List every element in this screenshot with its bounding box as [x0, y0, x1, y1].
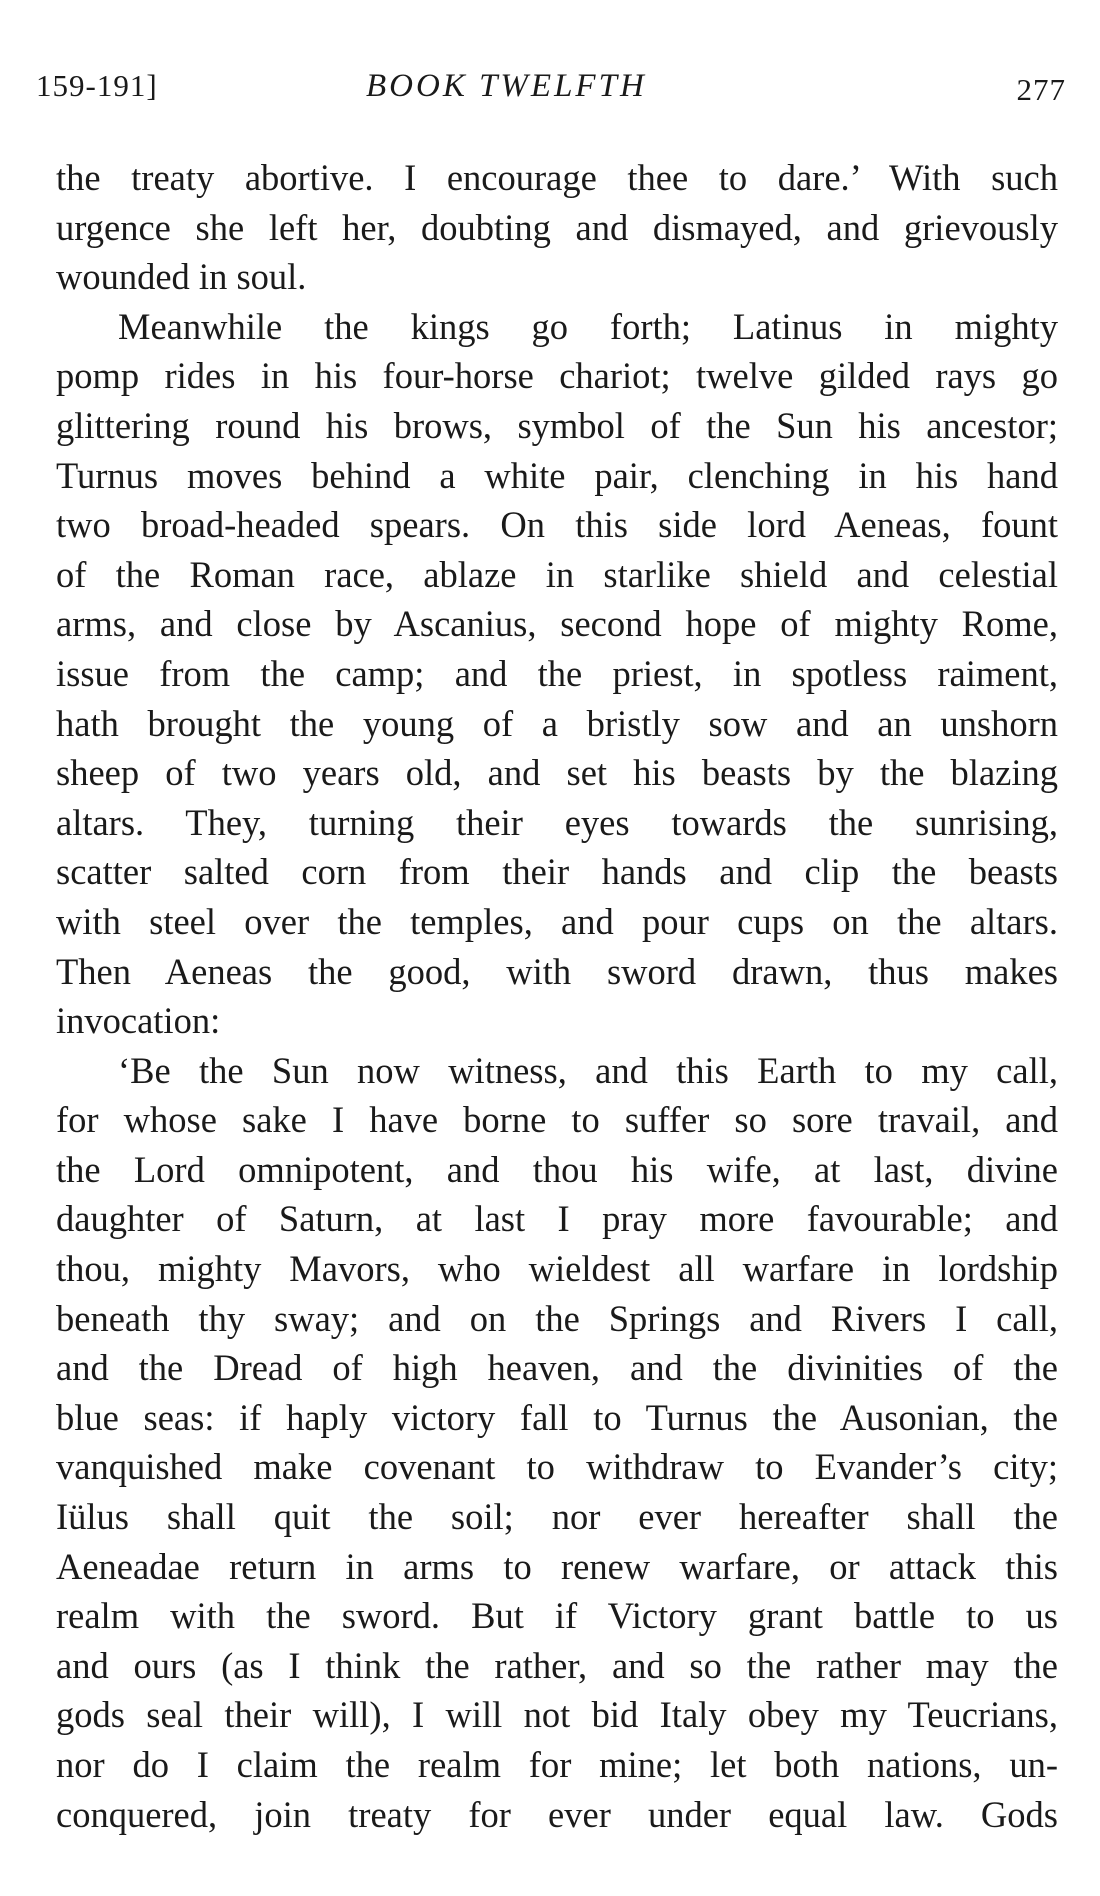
body-text	[56, 153, 1058, 1839]
text-line: scatter salted corn from their hands and clip the beasts	[56, 851, 1058, 893]
text-line: the Lord omnipotent, and thou his wife, at last, divine	[56, 1148, 1058, 1190]
text-line: vanquished make covenant to withdraw to Evander’s city;	[56, 1446, 1058, 1488]
text-line: altars. They, turning their eyes towards the sunrising,	[56, 801, 1058, 843]
text-line: Turnus moves behind a white pair, clenching in his hand	[56, 454, 1058, 496]
text-line: invocation:	[56, 1000, 221, 1042]
line-range: 159-191]	[36, 68, 158, 103]
text-line: conquered, join treaty for ever under equal law. Gods	[56, 1793, 1058, 1835]
text-line: with steel over the temples, and pour cups on the altars.	[56, 900, 1058, 942]
text-line: sheep of two years old, and set his beasts by the blazing	[56, 752, 1058, 794]
text-line: daughter of Saturn, at last I pray more favourable; and	[56, 1198, 1058, 1240]
text-line: wounded in soul.	[56, 256, 307, 298]
text-line: of the Roman race, ablaze in starlike shield and celestial	[56, 553, 1058, 595]
text-line: thou, mighty Mavors, who wieldest all warfare in lordship	[56, 1248, 1058, 1290]
text-line: nor do I claim the realm for mine; let both nations, un-	[56, 1744, 1058, 1785]
text-line: realm with the sword. But if Victory grant battle to us	[56, 1595, 1058, 1637]
text-line: and ours (as I think the rather, and so the rather may the	[56, 1644, 1058, 1686]
text-line: ‘Be the Sun now witness, and this Earth to my call,	[118, 1049, 1058, 1091]
text-line: two broad-headed spears. On this side lord Aeneas, fount	[56, 504, 1058, 546]
text-line: the treaty abortive. I encourage thee to dare.’ With such	[56, 157, 1058, 198]
text-line: issue from the camp; and the priest, in spotless raiment,	[56, 652, 1058, 694]
text-line: arms, and close by Ascanius, second hope of mighty Rome,	[56, 603, 1058, 645]
text-line: for whose sake I have borne to suffer so sore travail, and	[56, 1099, 1058, 1141]
page-number: 277	[1016, 72, 1066, 107]
text-line: beneath thy sway; and on the Springs and Rivers I call,	[56, 1297, 1058, 1339]
text-line: glittering round his brows, symbol of the Sun his ancestor;	[56, 404, 1058, 446]
text-line: Meanwhile the kings go forth; Latinus in mighty	[118, 305, 1058, 347]
text-line: gods seal their will), I will not bid Italy obey my Teucrians,	[56, 1694, 1058, 1736]
running-header	[36, 68, 1066, 118]
text-line: blue seas: if haply victory fall to Turnus the Ausonian, the	[56, 1396, 1058, 1438]
text-line: Aeneadae return in arms to renew warfare, or attack this	[56, 1545, 1058, 1587]
running-title: BOOK TWELFTH	[366, 68, 647, 104]
text-line: pomp rides in his four-horse chariot; twelve gilded rays go	[56, 355, 1058, 397]
text-line: Iülus shall quit the soil; nor ever hereafter shall the	[56, 1496, 1058, 1538]
text-line: urgence she left her, doubting and dismayed, and grievously	[56, 206, 1058, 248]
text-line: hath brought the young of a bristly sow and an unshorn	[56, 702, 1058, 744]
text-line: and the Dread of high heaven, and the divinities of the	[56, 1347, 1058, 1389]
text-line: Then Aeneas the good, with sword drawn, thus makes	[56, 950, 1058, 992]
